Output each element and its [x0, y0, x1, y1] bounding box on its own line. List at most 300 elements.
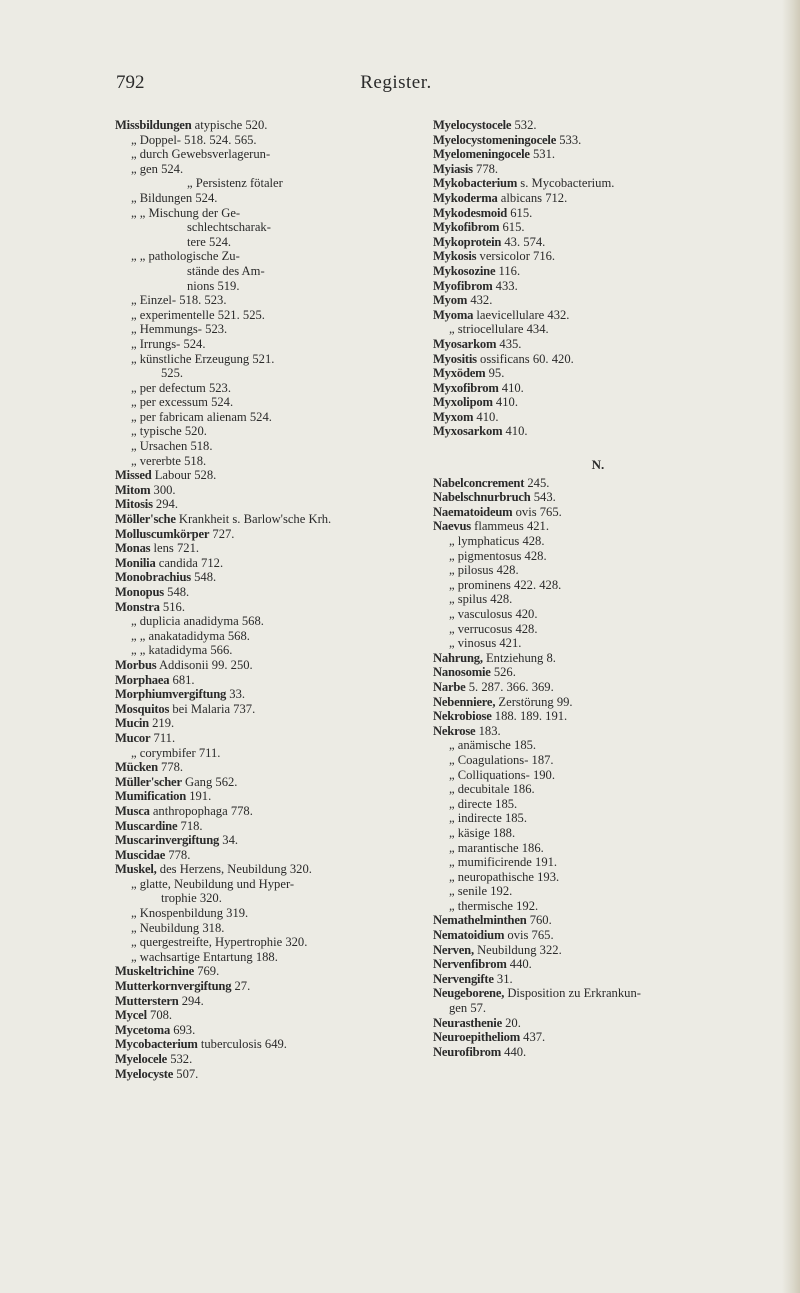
index-references: 300. — [150, 482, 176, 497]
index-references: 708. — [146, 1008, 173, 1023]
index-entry — [115, 1067, 415, 1082]
index-subentry — [433, 782, 763, 797]
index-headword: Mumification — [115, 789, 187, 804]
index-references: „ anämische 185. — [449, 738, 537, 753]
index-references: 410. — [498, 380, 524, 395]
index-entry — [433, 395, 763, 410]
index-references: „ wachsartige Entartung 188. — [131, 949, 278, 964]
index-references: flammeus 421. — [470, 519, 549, 534]
index-references: „ Doppel- 518. 524. 565. — [131, 132, 257, 147]
index-entry — [115, 1023, 415, 1038]
index-entry — [433, 695, 763, 710]
index-subentry — [115, 410, 415, 425]
index-headword: Naevus — [433, 519, 471, 534]
index-entry — [115, 833, 415, 848]
index-block-m-continued — [433, 118, 763, 439]
index-references: 5. 287. 366. 369. — [465, 679, 554, 694]
index-subentry — [115, 950, 415, 965]
index-entry — [433, 928, 763, 943]
index-headword: Muskeltrichine — [115, 964, 195, 979]
page-edge-shadow — [782, 0, 800, 1293]
index-subentry — [433, 841, 763, 856]
index-headword: Mitosis — [115, 497, 153, 512]
index-references: schlechtscharak- — [187, 220, 271, 235]
index-headword: Myosarkom — [433, 336, 497, 351]
index-references: „ vererbte 518. — [131, 453, 207, 468]
index-references: 532. — [511, 118, 537, 132]
index-references: „ striocellulare 434. — [449, 322, 549, 337]
index-entry — [115, 1052, 415, 1067]
index-references: „ per defectum 523. — [131, 380, 232, 395]
index-references: „ Hemmungs- 523. — [131, 322, 228, 337]
index-entry — [433, 352, 763, 367]
index-references: 440. — [501, 1044, 527, 1059]
index-headword: Mykosozine — [433, 263, 496, 278]
index-entry — [433, 235, 763, 250]
index-subentry — [115, 249, 415, 264]
index-entry — [115, 483, 415, 498]
index-references: „ Coagulations- 187. — [449, 752, 554, 767]
index-subentry — [433, 899, 763, 914]
index-entry — [433, 279, 763, 294]
index-references: Disposition zu Erkrankun- — [504, 986, 641, 1001]
index-subentry — [115, 176, 415, 191]
index-subentry — [115, 643, 415, 658]
index-headword: Mykodesmoid — [433, 205, 508, 220]
index-entry — [115, 1008, 415, 1023]
index-entry — [115, 497, 415, 512]
index-references: 20. — [501, 1015, 521, 1030]
index-references: „ prominens 422. 428. — [449, 577, 562, 592]
index-entry — [433, 118, 763, 133]
index-headword: Nahrung, — [433, 650, 483, 665]
index-headword: Muscidae — [115, 847, 166, 862]
index-references: „ Persistenz fötaler — [187, 176, 283, 191]
index-references: atypische 520. — [191, 118, 268, 132]
index-entry — [115, 600, 415, 615]
index-entry — [115, 702, 415, 717]
index-subentry — [115, 322, 415, 337]
index-references: „ käsige 188. — [449, 825, 516, 840]
index-entry — [115, 804, 415, 819]
index-references: ovis 765. — [512, 504, 562, 519]
index-entry — [115, 760, 415, 775]
index-headword: Mykobacterium — [433, 176, 518, 191]
index-entry — [433, 651, 763, 666]
index-subentry — [115, 454, 415, 469]
index-subentry — [115, 264, 415, 279]
index-headword: Missbildungen — [115, 118, 192, 132]
index-subentry — [115, 629, 415, 644]
index-entry — [433, 366, 763, 381]
index-references: „ per excessum 524. — [131, 395, 234, 410]
index-entry — [433, 381, 763, 396]
index-headword: Möller'sche — [115, 512, 176, 527]
index-headword: Mosquitos — [115, 701, 170, 716]
index-references: „ pilosus 428. — [449, 563, 519, 578]
index-references: gen 57. — [449, 1001, 487, 1016]
index-entry — [115, 775, 415, 790]
index-entry — [115, 979, 415, 994]
index-references: 116. — [495, 263, 521, 278]
index-headword: Nabelschnurbruch — [433, 490, 531, 505]
index-headword: Mucor — [115, 730, 151, 745]
index-entry — [433, 162, 763, 177]
index-references: 433. — [492, 278, 518, 293]
index-subentry — [433, 534, 763, 549]
index-references: 681. — [169, 672, 195, 687]
index-entry — [433, 519, 763, 534]
index-references: s. Mycobacterium. — [517, 176, 615, 191]
index-subentry — [115, 424, 415, 439]
index-entry — [115, 994, 415, 1009]
index-subentry — [115, 366, 415, 381]
index-subentry — [433, 578, 763, 593]
index-references: 294. — [152, 497, 178, 512]
index-references: Zerstörung 99. — [495, 694, 573, 709]
index-references: „ Ursachen 518. — [131, 439, 213, 454]
index-entry — [115, 118, 415, 133]
index-references: „ directe 185. — [449, 796, 518, 811]
index-headword: Mykosis — [433, 249, 477, 264]
index-headword: Neuroepitheliom — [433, 1030, 521, 1045]
index-references: laevicellulare 432. — [473, 307, 570, 322]
index-subentry — [115, 891, 415, 906]
index-entry — [115, 556, 415, 571]
index-subentry — [115, 293, 415, 308]
index-subentry — [115, 206, 415, 221]
index-references: 435. — [496, 336, 522, 351]
index-references: albicans 712. — [497, 190, 568, 205]
index-references: 532. — [167, 1052, 193, 1066]
index-entry — [433, 410, 763, 425]
index-entry — [433, 176, 763, 191]
index-references: 693. — [170, 1022, 196, 1037]
index-headword: Myxofibrom — [433, 380, 499, 395]
index-headword: Myxom — [433, 409, 474, 424]
index-references: „ vasculosus 420. — [449, 607, 538, 621]
index-references: „ Einzel- 518. 523. — [131, 293, 227, 308]
index-headword: Myelocystomeningocele — [433, 132, 557, 147]
index-references: Neubildung 322. — [473, 942, 562, 957]
index-headword: Nanosomie — [433, 665, 491, 680]
index-subentry — [115, 439, 415, 454]
index-references: 191. — [186, 789, 212, 804]
index-references: 516. — [159, 599, 185, 614]
index-references: „ „ Mischung der Ge- — [131, 205, 241, 220]
index-headword: Nervengifte — [433, 971, 494, 986]
index-entry — [115, 570, 415, 585]
index-references: 543. — [530, 490, 556, 505]
index-headword: Myelocele — [115, 1052, 168, 1066]
index-headword: Myoma — [433, 307, 474, 322]
index-headword: Musca — [115, 803, 150, 818]
index-references: „ Knospenbildung 319. — [131, 906, 249, 921]
index-references: 769. — [194, 964, 220, 979]
index-headword: Monopus — [115, 585, 164, 599]
index-references: candida 712. — [155, 555, 224, 570]
index-subentry — [115, 352, 415, 367]
spacer — [433, 439, 763, 454]
index-headword: Mutterkornvergiftung — [115, 979, 232, 994]
index-references: 432. — [467, 293, 493, 308]
index-references: 548. — [164, 585, 190, 599]
index-references: 410. — [502, 424, 528, 439]
index-references: ossificans 60. 420. — [476, 351, 574, 366]
index-subentry — [433, 563, 763, 578]
index-references: „ quergestreifte, Hypertrophie 320. — [131, 935, 308, 950]
index-subentry — [115, 746, 415, 761]
index-subentry — [433, 753, 763, 768]
index-headword: Neurasthenie — [433, 1015, 502, 1030]
index-references: „ vinosus 421. — [449, 636, 522, 651]
index-headword: Nekrobiose — [433, 709, 492, 724]
index-entry — [115, 541, 415, 556]
index-headword: Monobrachius — [115, 570, 191, 585]
index-references: „ senile 192. — [449, 884, 513, 899]
index-references: „ experimentelle 521. 525. — [131, 307, 265, 322]
index-references: lens 721. — [150, 541, 200, 556]
index-entry — [115, 819, 415, 834]
index-references: 615. — [507, 205, 533, 220]
index-references: trophie 320. — [161, 891, 222, 906]
index-headword: Mycetoma — [115, 1022, 171, 1037]
index-subentry — [115, 921, 415, 936]
index-headword: Myelocystocele — [433, 118, 512, 132]
index-subentry — [115, 162, 415, 177]
index-entry — [433, 1016, 763, 1031]
index-subentry — [115, 133, 415, 148]
index-references: 95. — [485, 366, 505, 381]
index-subentry — [115, 877, 415, 892]
index-entry — [433, 1045, 763, 1060]
index-references: „ künstliche Erzeugung 521. — [131, 351, 275, 366]
index-references: „ durch Gewebsverlagerun- — [131, 147, 271, 162]
index-headword: Myelocyste — [115, 1066, 174, 1081]
index-headword: Myxolipom — [433, 395, 493, 410]
index-references: Labour 528. — [151, 468, 217, 483]
index-references: „ duplicia anadidyma 568. — [131, 614, 264, 629]
index-references: 760. — [526, 913, 552, 928]
index-headword: Molluscumkörper — [115, 526, 210, 541]
index-block-n — [433, 476, 763, 1060]
index-references: „ neuropathische 193. — [449, 869, 560, 884]
index-references: nions 519. — [187, 278, 240, 293]
index-subentry — [433, 826, 763, 841]
index-headword: Müller'scher — [115, 774, 182, 789]
index-entry — [433, 957, 763, 972]
index-references: 188. 189. 191. — [491, 709, 568, 724]
index-entry — [115, 716, 415, 731]
index-headword: Myxödem — [433, 366, 486, 381]
index-subentry — [115, 308, 415, 323]
index-references: 778. — [165, 847, 191, 862]
index-headword: Mitom — [115, 482, 151, 497]
index-headword: Monstra — [115, 599, 160, 614]
index-references: 718. — [177, 818, 203, 833]
index-references: „ „ anakatadidyma 568. — [131, 628, 250, 643]
index-subentry — [115, 614, 415, 629]
index-references: 778. — [472, 161, 499, 176]
index-entry — [433, 220, 763, 235]
index-references: „ Neubildung 318. — [131, 920, 225, 935]
index-references: 43. 574. — [501, 234, 546, 249]
index-entry — [433, 943, 763, 958]
index-headword: Mycobacterium — [115, 1037, 198, 1052]
index-references: 778. — [157, 760, 184, 775]
index-entry — [115, 585, 415, 600]
index-entry — [115, 527, 415, 542]
index-subentry — [433, 768, 763, 783]
index-headword: Neugeborene, — [433, 986, 505, 1001]
index-subentry — [115, 279, 415, 294]
index-headword: Neurofibrom — [433, 1044, 501, 1059]
index-headword: Mycel — [115, 1008, 147, 1023]
index-references: 533. — [556, 132, 582, 147]
index-subentry — [115, 381, 415, 396]
index-headword: Nematoidium — [433, 928, 505, 943]
index-entry — [433, 147, 763, 162]
index-entry — [433, 249, 763, 264]
index-references: stände des Am- — [187, 263, 265, 278]
index-headword: Nerven, — [433, 942, 474, 957]
page-header — [116, 72, 676, 102]
index-references: „ pigmentosus 428. — [449, 548, 547, 563]
index-references: Entziehung 8. — [482, 650, 556, 665]
page-title: Register. — [360, 72, 432, 93]
index-subentry — [115, 906, 415, 921]
index-entry — [115, 1037, 415, 1052]
index-subentry — [115, 935, 415, 950]
index-entry — [433, 972, 763, 987]
index-headword: Monilia — [115, 555, 156, 570]
index-references: des Herzens, Neubildung 320. — [156, 862, 312, 877]
index-headword: Mykoprotein — [433, 234, 502, 249]
index-references: 410. — [492, 395, 518, 410]
index-entry — [433, 724, 763, 739]
index-references: 525. — [161, 366, 184, 381]
index-entry — [433, 665, 763, 680]
index-references: „ indirecte 185. — [449, 811, 527, 826]
index-headword: Myelomeningocele — [433, 147, 530, 162]
index-headword: Myiasis — [433, 161, 473, 176]
index-headword: Nemathelminthen — [433, 913, 527, 928]
index-column-left — [115, 118, 415, 1081]
index-entry — [433, 264, 763, 279]
index-subentry — [433, 592, 763, 607]
index-entry — [433, 490, 763, 505]
index-entry — [115, 687, 415, 702]
index-headword: Muscardine — [115, 818, 178, 833]
index-entry — [433, 505, 763, 520]
index-subentry — [433, 870, 763, 885]
index-references: 31. — [493, 971, 513, 986]
index-references: 33. — [226, 687, 246, 702]
index-entry — [115, 789, 415, 804]
index-entry — [433, 986, 763, 1001]
index-references: Gang 562. — [181, 774, 238, 789]
index-references: bei Malaria 737. — [169, 701, 256, 716]
index-headword: Narbe — [433, 679, 466, 694]
index-entry — [433, 337, 763, 352]
index-subentry — [433, 549, 763, 564]
index-references: 410. — [473, 409, 499, 424]
section-letter-n: N. — [591, 456, 605, 472]
index-subentry — [433, 884, 763, 899]
index-references: tuberculosis 649. — [197, 1037, 287, 1052]
index-entry — [115, 468, 415, 483]
index-references: „ per fabricam alienam 524. — [131, 409, 272, 424]
index-headword: Missed — [115, 468, 152, 483]
index-references: „ „ pathologische Zu- — [131, 249, 240, 264]
index-headword: Muskel, — [115, 862, 157, 877]
index-headword: Myofibrom — [433, 278, 493, 293]
index-references: 440. — [506, 957, 532, 972]
index-subentry — [433, 855, 763, 870]
index-headword: Mutterstern — [115, 993, 179, 1008]
index-references: 711. — [150, 730, 176, 745]
index-subentry — [115, 337, 415, 352]
index-references: 507. — [173, 1066, 199, 1081]
index-subentry — [433, 636, 763, 651]
index-entry — [433, 206, 763, 221]
index-references: Krankheit s. Barlow'sche Krh. — [175, 512, 332, 527]
index-references: „ Irrungs- 524. — [131, 336, 206, 351]
index-entry — [433, 709, 763, 724]
index-entry — [115, 673, 415, 688]
index-entry — [433, 913, 763, 928]
index-references: 245. — [524, 475, 550, 490]
index-references: 526. — [490, 665, 516, 680]
index-headword: Mücken — [115, 760, 158, 775]
index-entry — [115, 512, 415, 527]
index-references: „ thermische 192. — [449, 898, 539, 913]
index-headword: Myom — [433, 293, 468, 308]
index-headword: Nabelconcrement — [433, 475, 525, 490]
index-entry — [433, 308, 763, 323]
index-headword: Naematoideum — [433, 504, 513, 519]
index-subentry — [115, 235, 415, 250]
index-references: ovis 765. — [504, 928, 554, 943]
page-number: 792 — [116, 72, 145, 93]
index-references: „ Bildungen 524. — [131, 190, 218, 205]
index-references: 615. — [499, 220, 525, 235]
index-references: 34. — [219, 833, 239, 848]
index-entry — [433, 680, 763, 695]
index-references: „ lymphaticus 428. — [449, 534, 545, 549]
index-entry — [115, 658, 415, 673]
index-references: 219. — [148, 716, 175, 731]
index-subentry — [433, 1001, 763, 1016]
index-references: „ gen 524. — [131, 161, 184, 176]
index-references: „ verrucosus 428. — [449, 621, 538, 636]
index-references: versicolor 716. — [476, 249, 556, 264]
index-subentry — [433, 738, 763, 753]
index-references: Addisonii 99. 250. — [156, 657, 253, 672]
index-references: „ spilus 428. — [449, 592, 513, 607]
index-references: 548. — [190, 570, 217, 585]
index-entry — [115, 848, 415, 863]
index-references: „ glatte, Neubildung und Hyper- — [131, 876, 295, 891]
index-references: „ corymbifer 711. — [131, 745, 221, 760]
index-subentry — [433, 811, 763, 826]
index-entry — [433, 133, 763, 148]
index-entry — [433, 191, 763, 206]
index-entry — [433, 424, 763, 439]
index-column-right — [433, 118, 763, 1059]
index-headword: Monas — [115, 541, 151, 556]
index-subentry — [433, 607, 763, 622]
